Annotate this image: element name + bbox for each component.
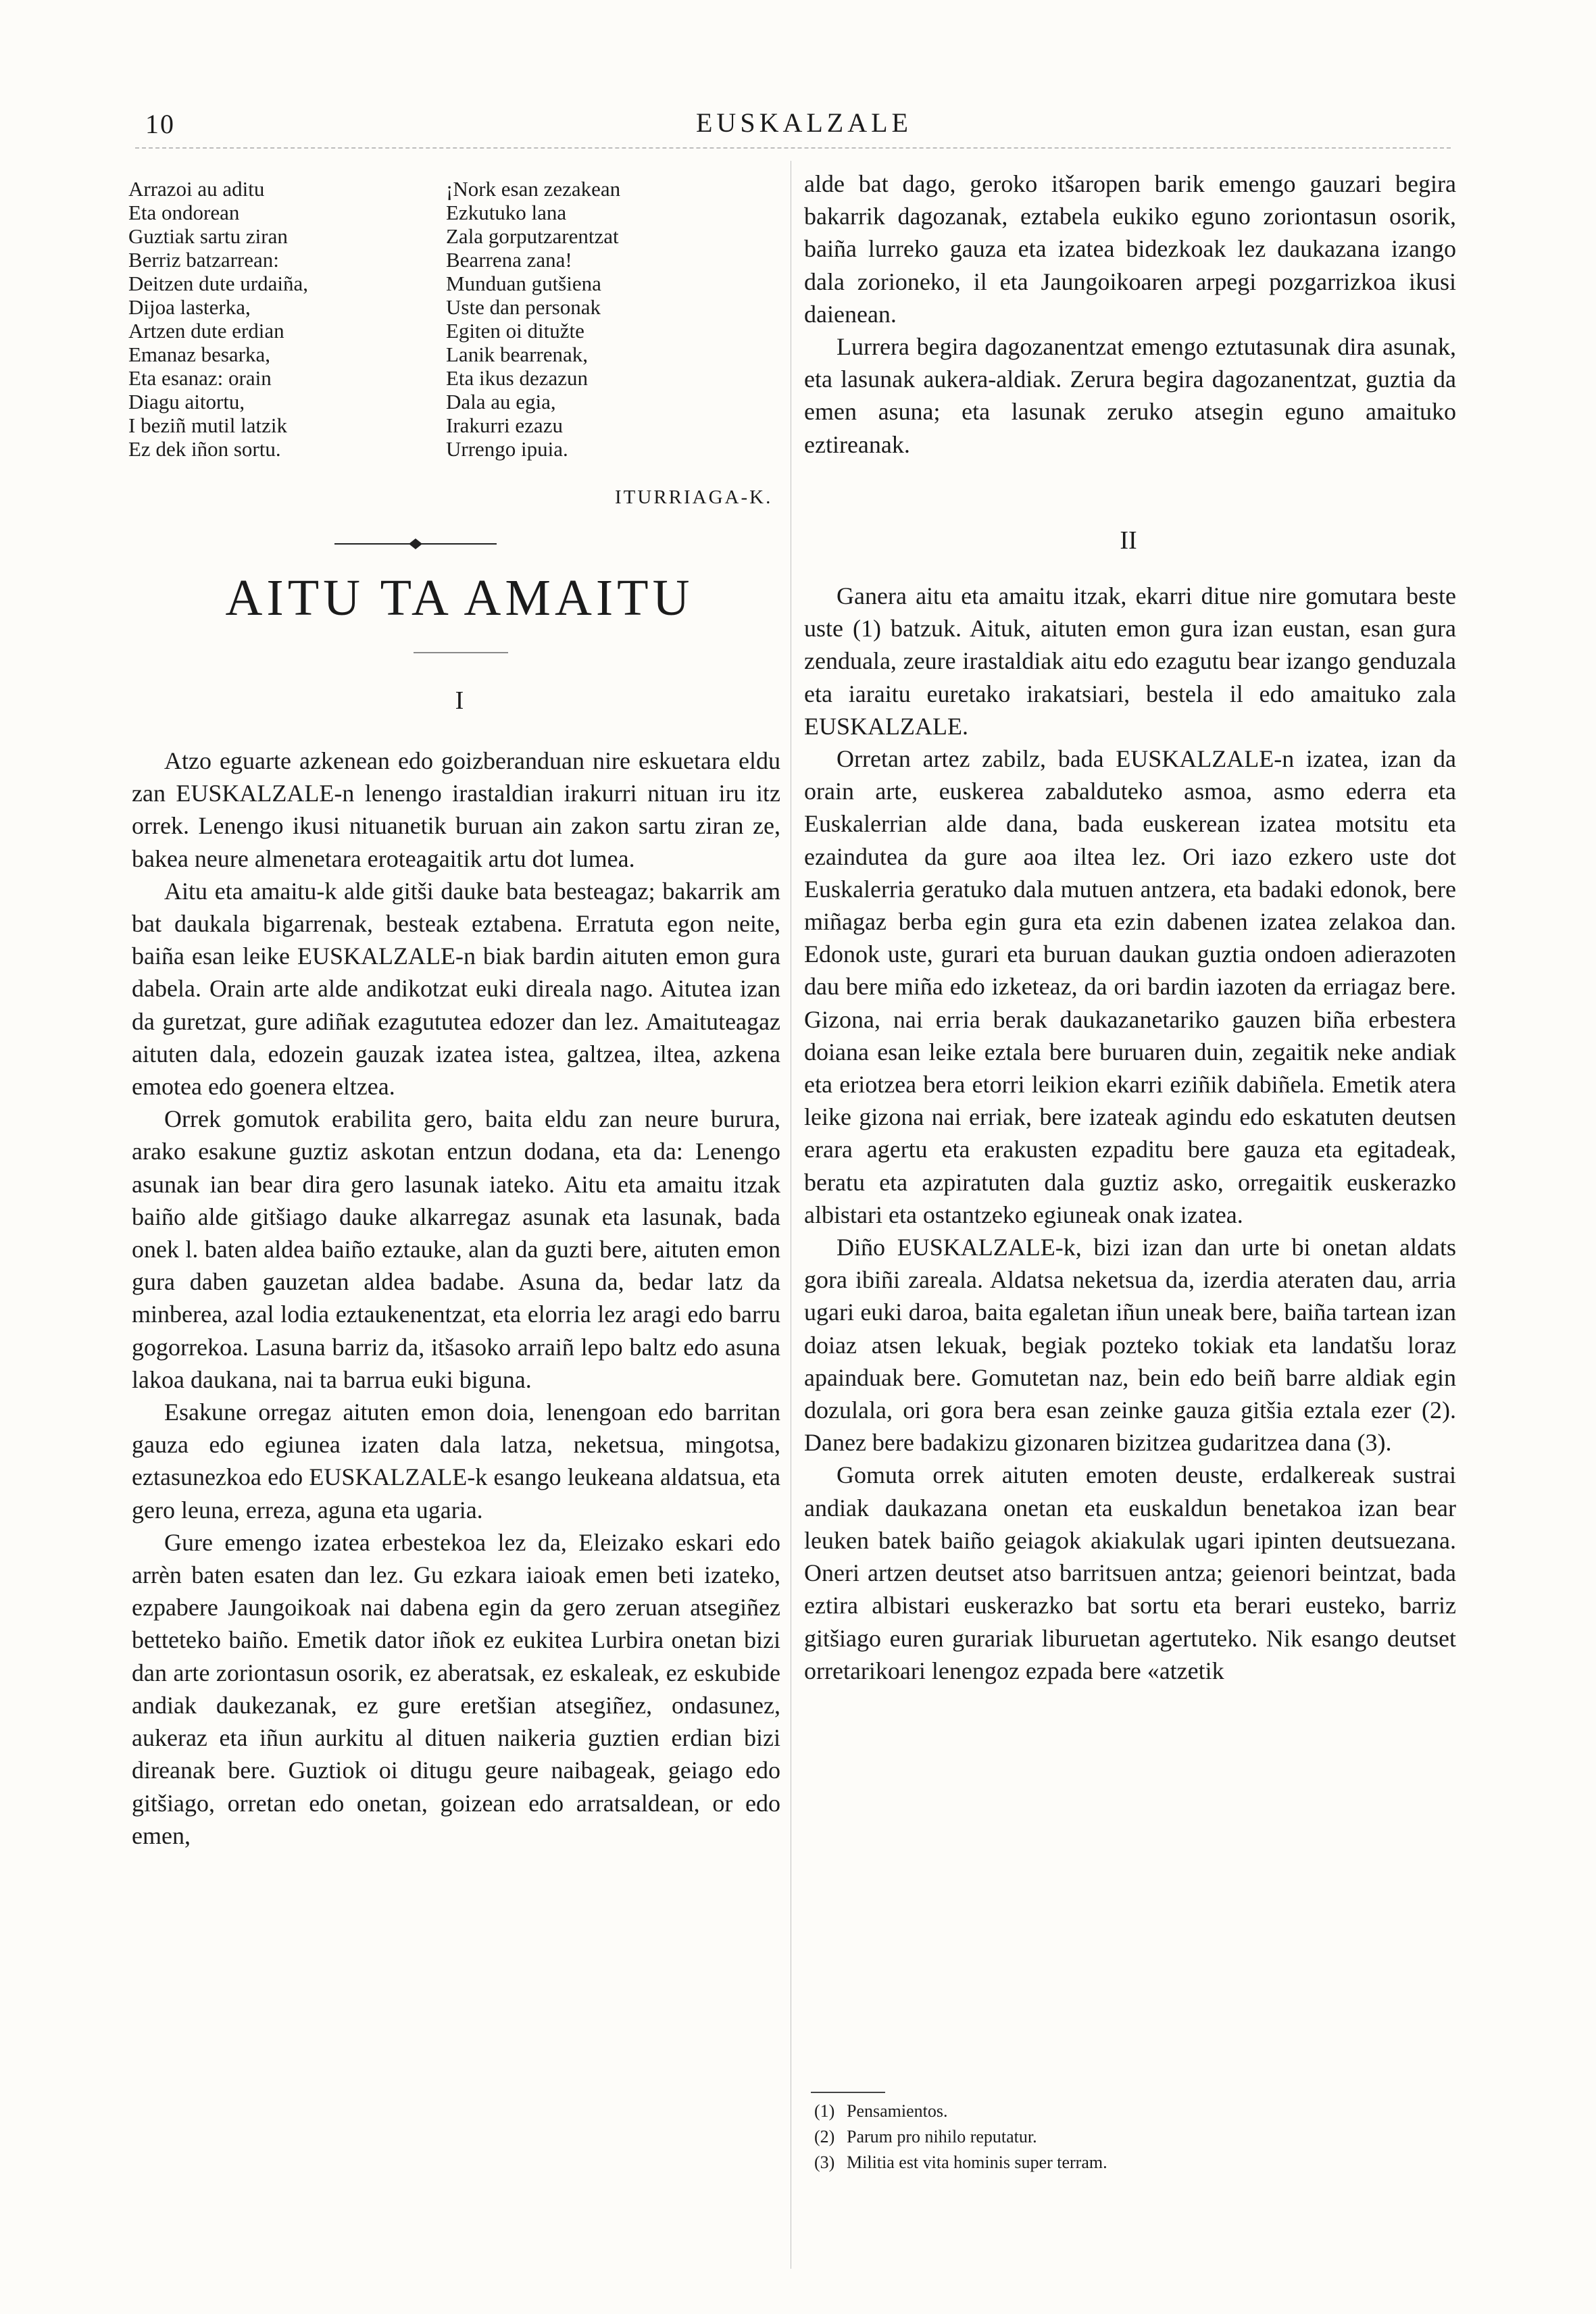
footnote-mark: (3) [814,2153,835,2172]
poem-line: Artzen dute erdian [128,319,284,343]
footnote-text: Pensamientos. [847,2101,948,2121]
footnote-mark: (1) [814,2101,835,2121]
footnote [814,2124,1107,2150]
paragraph: Aitu eta amaitu-k alde gitši dauke bata besteagaz; bakarrik am bat daukala bigarrenak, besteak eztabena. Erratuta egon neite, baiña esan leike EUSKALZALE-n biak bardin aituten emon gura dabela. Orain arte alde andikotzat euki direala nago. Aitutea izan da guretzat, gure adiñak ezagututea edozer dan lez. Amaituteagaz aituten dala, edozein gauzak izatea istea, galtzea, iltea, azkena emotea edo goenera eltzea. [132,877,780,1101]
poem-line: Eta ondorean [128,201,240,224]
footnote-text: Militia est vita hominis super terram. [847,2153,1107,2172]
footnote-text: Parum pro nihilo reputatur. [847,2127,1037,2146]
poem-line: ¡Nork esan zezakean [446,177,621,201]
paragraph: Gomuta orrek aituten emoten deuste, erdalkereak sustrai andiak daukazana onetan eta euskaldun benetakoa izan bear leuken batek baiño geiagok akiakulak ugari ipinten deutsuezana. Oneri artzen deutset atso barritsuen antza; geienori beintzat, bada eztira albistari euskerazko bat sortu eta berari eusteko, barriz gitšiago euren gurariak liburuetan agertuteko. Nik esango deutset orretarikoari lenengoz ezpada bere «atzetik [804,1461,1456,1684]
section-number-i: I [455,686,464,715]
right-column-top-text [804,168,1456,461]
poem-line: Deitzen dute urdaiña, [128,272,308,295]
footnote [814,2098,1107,2124]
poem-line: Arrazoi au aditu [128,177,265,201]
ornament-divider [334,534,497,554]
poem-line: Bearrena zana! [446,248,572,272]
paragraph: Esakune orregaz aituten emon doia, lenengoan edo barritan gauza edo egiunea izaten dala latza, neketsua, mingotsa, eztasunezkoa edo EUSKALZALE-k esango leukeana aldatsua, eta gero leuna, erreza, aguna eta ugaria. [132,1399,780,1524]
paragraph: Diño EUSKALZALE-k, bizi izan dan urte bi onetan aldats gora ibiñi zareala. Aldatsa neketsua da, izerdia ateraten dau, arria ugari euki daroa, baita egaletan iñun uneak bere, baiña tartean izan doiaz atsen lekuak, begiak pozteko tokiak eta landatšu loraz apainduak bere. Gomutetan naz, bein edo beiñ barre aldiak egin dozulala, ori gora bera esan zeinke gauza gitšia eztala ezer (2). Danez bere badakizu gizonaren bizitzea gudaritzea dana (3). [804,1234,1456,1457]
paragraph: Orrek gomutok erabilita gero, baita eldu zan neure burura, arako esakune guztiz askotan entzun dodana, eta da: Lenengo asunak ian bear dira gero lasunak iateko. Aitu eta amaitu itzak baiño alde gitšiago dauke alkarregaz asunak eta lasunak, bada onek l. baten aldea baiño eztauke, alan da guzti bere, aituten emon gura daben gauzetan aldea badabe. Asuna da, bedar latz da minberea, azal lodia eztaukenentzat, eta elorria lez aragi edo barru gogorrekoa. Lasuna barriz da, itšasoko arraiñ lepo baltz edo asuna lakoa daukana, nai ta barrua euki biguna. [132,1105,780,1393]
right-column-text [804,580,1456,1687]
footnote-rule [811,2092,885,2093]
footnote-mark: (2) [814,2127,835,2146]
footnotes [814,2098,1107,2175]
poem-signature: ITURRIAGA-K. [615,486,773,508]
poem-column-2 [446,177,620,461]
title-underline [414,652,508,653]
poem-line: Lanik bearrenak, [446,343,588,366]
poem-line: Eta ikus dezazun [446,366,589,390]
paragraph: Orretan artez zabilz, bada EUSKALZALE-n izatea, izan da orain arte, euskerea zabalduteko asmoa, asmo ederra eta Euskalerrian alde dana, bada euskerean izatea motsitu eta ezaindutea da gure aoa iltea lez. Ori iazo ezkero uste dot Euskalerria geratuko dala mutuen antzera, eta badaki edonok, bere miñagaz berba egin gura eta ezin dabenen izatea zelakoa dan. Edonok uste, gurari eta buruan daukan guztia ondoen adierazoten dau bere miña edo izketeaz, da ori bardin iazoten da erriagaz bere. Gizona, nai erria berak daukazanetariko gauzen biña erbestera doiana esan leike eztala bere buruaren duin, zegaitik neke andiak eta eriotzea bera etorri leikion ekarri eziñik dabiñela. Emetik atera leike gizona nai erriak, bere izateak agindu edo eskatuten deutsen erara agertu eta erakusten ezpaditu bere gauza eta egitadeak, beratu eta azpiratuten dala guztiz asko, orregaitik euskerazko albistari eta ostantzeko egiuneak onak izatea. [804,745,1456,1228]
poem-line: Uste dan personak [446,295,601,319]
poem-line: Eta esanaz: orain [128,366,272,390]
poem-line: Diagu aitortu, [128,390,245,413]
poem-line: Ez dek iñon sortu. [128,437,281,461]
paragraph: Ganera aitu eta amaitu itzak, ekarri ditue nire gomutara beste uste (1) batzuk. Aituk, aituten emon gura izan eustan, esan gura zenduala, zeure irastaldiak aitu edo ezagutu bear izango genduzala eta iaraitu euretako irakatsiari, bestela il edo amaituko zala EUSKALZALE. [804,582,1456,740]
page-number: 10 [145,109,175,139]
poem-line: Dijoa lasterka, [128,295,251,319]
paragraph: Lurrera begira dagozanentzat emengo eztutasunak dira asunak, eta lasunak aukera-aldiak. Zerura begira dagozanentzat, guztia da emen asuna; eta lasunak zeruko atsegin eguno amaituko eztireanak. [804,333,1456,458]
article-title: AITU TA AMAITU [225,570,694,626]
poem-line: Urrengo ipuia. [446,437,568,461]
poem-line: I beziñ mutil latzik [128,413,288,437]
poem-line: Irakurri ezazu [446,413,563,437]
header-rule [135,147,1451,149]
poem-column-1 [128,177,308,461]
poem-line: Egiten oi ditužte [446,319,584,343]
section-number-ii: II [1120,526,1137,555]
poem-line: Berriz batzarrean: [128,248,279,272]
poem-line: Zala gorputzarentzat [446,224,619,248]
poem-line: Dala au egia, [446,390,556,413]
poem-line: Emanaz besarka, [128,343,270,366]
footnote [814,2150,1107,2175]
paragraph: Gure emengo izatea erbestekoa lez da, Eleizako eskari edo arrèn baten esaten dan lez. Gu ezkara iaioak emen beti izateko, ezpabere Jaungoikoak nai dabena egin da gero zeruan atsegiñez betteteko baiño. Emetik dator iñok ez eukitea Lurbira onetan bizi dan arte zoriontasun osorik, ez aberatsak, ez eskaleak, ez eskubide andiak daukezanak, ez gure eretšian atsegiñez, ondasunez, aukeraz eta iñun aurkitu al dituen naikeria guztien erdian bizi direanak bere. Guztiok oi ditugu geure naibageak, geiago edo gitšiago, orretan edo onetan, goizean edo arratsaldean, or edo emen, [132,1528,780,1849]
paragraph: Atzo eguarte azkenean edo goizberanduan nire eskuetara eldu zan EUSKALZALE-n lenengo irastaldian irakurri nituan iru itz orrek. Lenengo ikusi nituanetik buruan ain zakon sartu ziran ze, bakea neure almenetara eroteagaitik artu dot lumea. [132,747,780,872]
journal-title: EUSKALZALE [696,107,912,138]
poem-line: Guztiak sartu ziran [128,224,288,248]
poem-line: Munduan gutšiena [446,272,601,295]
paragraph: alde bat dago, geroko itšaropen barik emengo gauzari begira bakarrik dagozanak, eztabela eukiko eguno zoriontasun osorik, baiña lurreko gauza eta izatea bidezkoak lez daukazana izango dala zorioneko, il eta Jaungoikoaren arpegi pozgarrizkoa ikusi daienean. [804,170,1456,328]
poem-line: Ezkutuko lana [446,201,567,224]
left-column-text [132,745,780,1852]
